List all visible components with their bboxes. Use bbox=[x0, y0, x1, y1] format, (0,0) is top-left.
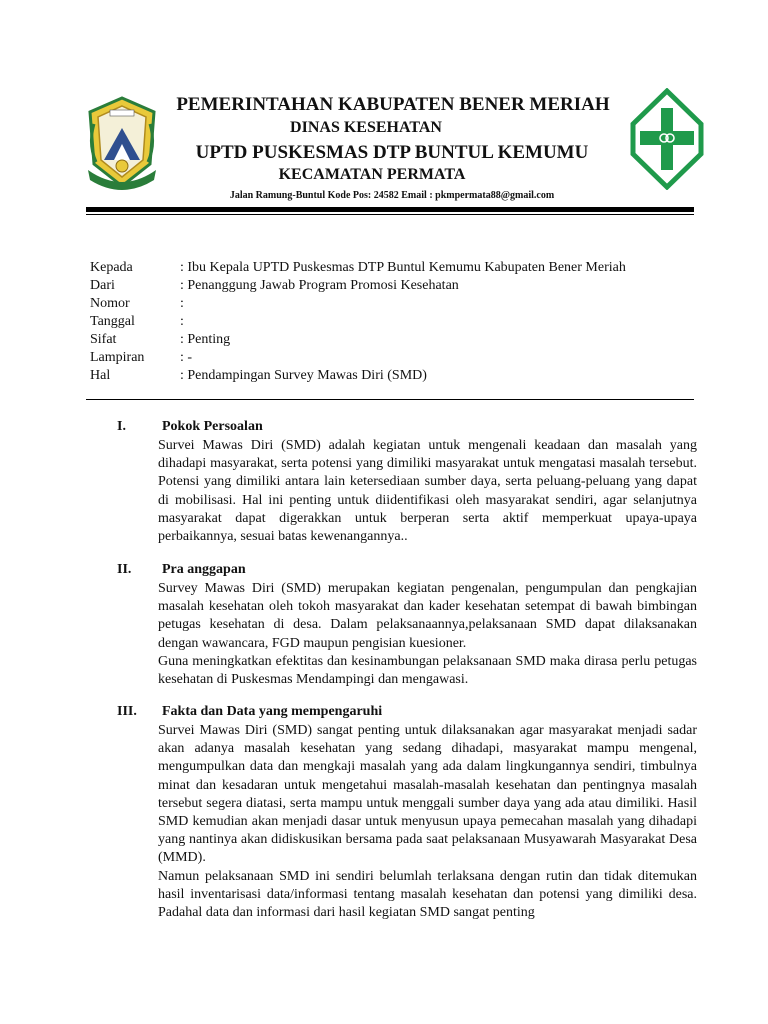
paragraph: Survey Mawas Diri (SMD) merupakan kegiatan pengenalan, pengumpulan dan pengkajian masalah kesehatan oleh tokoh masyarakat dan kader kesehatan setempat di bawah bimbingan petugas kesehatan di desa. Dalam pelaksanaannya,pelaksanaan SMD dapat dilaksanakan dengan wawancara, FGD maupun pengisian kuesioner. bbox=[158, 581, 697, 651]
section-heading bbox=[117, 562, 697, 580]
meta-divider bbox=[86, 399, 694, 400]
meta-value: : Ibu Kepala UPTD Puskesmas DTP Buntul Kemumu Kabupaten Bener Meriah bbox=[180, 260, 626, 275]
paragraph: Guna meningkatkan efektitas dan kesinambungan pelaksanaan SMD maka dirasa perlu petugas kesehatan di Puskesmas Mendampingi dan mengawasi. bbox=[158, 653, 697, 688]
paragraph: Survei Mawas Diri (SMD) adalah kegiatan untuk mengenali keadaan dan masalah yang dihadapi masyarakat, serta potensi yang dimiliki masyarakat untuk mengatasi masalah tersebut. Potensi yang dimiliki antara lain ketersediaan sumber daya, serta peluang-peluang yang dapat di mobilisasi. Hal ini penting untuk diidentifikasi oleh masyarakat sendiri, agar selanjutnya masyarakat dapat digerakkan untuk berperan serta aktif memperkuat upaya-upaya perbaikannya, sesuai batas kewenangannya.. bbox=[158, 438, 697, 545]
meta-label: Dari bbox=[90, 278, 115, 293]
meta-label: Hal bbox=[90, 368, 111, 383]
meta-label: Kepada bbox=[90, 260, 133, 275]
meta-value: : bbox=[180, 314, 184, 329]
meta-label: Nomor bbox=[90, 296, 130, 311]
meta-row-nomor bbox=[90, 295, 626, 313]
meta-label: Lampiran bbox=[90, 350, 145, 365]
meta-row-dari bbox=[90, 277, 626, 295]
meta-value: : bbox=[180, 296, 184, 311]
paragraph: Namun pelaksanaan SMD ini sendiri belumlah terlaksana dengan rutin dan tidak ditemukan hasil inventarisasi data/informasi tentang masalah kesehatan dan potensi yang dimiliki desa. Padahal data dan informasi dari hasil kegiatan SMD sangat penting bbox=[158, 868, 697, 921]
section-heading bbox=[117, 704, 697, 722]
memo-meta bbox=[90, 259, 626, 385]
section-fakta-dan-data bbox=[117, 704, 697, 922]
letterhead-divider-thin bbox=[86, 214, 694, 215]
meta-value: : Penanggung Jawab Program Promosi Kesehatan bbox=[180, 278, 459, 293]
meta-row-kepada bbox=[90, 259, 626, 277]
meta-value: : Pendampingan Survey Mawas Diri (SMD) bbox=[180, 368, 427, 383]
meta-row-lampiran bbox=[90, 349, 626, 367]
meta-value: : - bbox=[180, 350, 193, 365]
section-pokok-persoalan bbox=[117, 419, 697, 546]
paragraph: Survei Mawas Diri (SMD) sangat penting untuk dilaksanakan agar masyarakat menjadi sadar akan adanya masalah kesehatan yang sedang dihadapi, masyarakat mampu mengenal, mengumpulkan data dan mengkaji masalah yang ada dalam lingkungannya sendiri, timbulnya minat dan kesadaran untuk mengetahui masalah-masalah kesehatan dan pentingnya masalah tersebut segera diatasi, serta mampu untuk menggali sumber daya yang ada atau dimiliki. Hasil SMD kemudian akan menjadi dasar untuk menyusun upaya pemecahan masalah yang dihadapi yang nantinya akan didiskusikan bersama pada saat pelaksanaan Musyawarah Masyarakat Desa (MMD). bbox=[158, 723, 697, 866]
section-title: Pra anggapan bbox=[162, 562, 246, 577]
header-government: PEMERINTAHAN KABUPATEN BENER MERIAH bbox=[176, 94, 610, 115]
section-heading bbox=[117, 419, 697, 437]
section-title: Fakta dan Data yang mempengaruhi bbox=[162, 704, 383, 719]
letterhead-divider-thick bbox=[86, 207, 694, 212]
section-body bbox=[158, 722, 697, 922]
section-body bbox=[158, 580, 697, 689]
header-institution: UPTD PUSKESMAS DTP BUNTUL KEMUMU bbox=[195, 142, 589, 163]
meta-value: : Penting bbox=[180, 332, 231, 347]
meta-row-tanggal bbox=[90, 313, 626, 331]
section-pra-anggapan bbox=[117, 562, 697, 689]
header-department: DINAS KESEHATAN bbox=[290, 119, 442, 136]
header-district: KECAMATAN PERMATA bbox=[278, 166, 466, 183]
section-number: III. bbox=[117, 704, 137, 719]
section-title: Pokok Persoalan bbox=[162, 419, 263, 434]
section-body bbox=[158, 437, 697, 546]
meta-label: Tanggal bbox=[90, 314, 135, 329]
section-number: II. bbox=[117, 562, 132, 577]
section-number: I. bbox=[117, 419, 126, 434]
meta-row-hal bbox=[90, 367, 626, 385]
meta-row-sifat bbox=[90, 331, 626, 349]
header-address: Jalan Ramung-Buntul Kode Pos: 24582 Email : pkmpermata88@gmail.com bbox=[229, 190, 555, 201]
meta-label: Sifat bbox=[90, 332, 117, 347]
